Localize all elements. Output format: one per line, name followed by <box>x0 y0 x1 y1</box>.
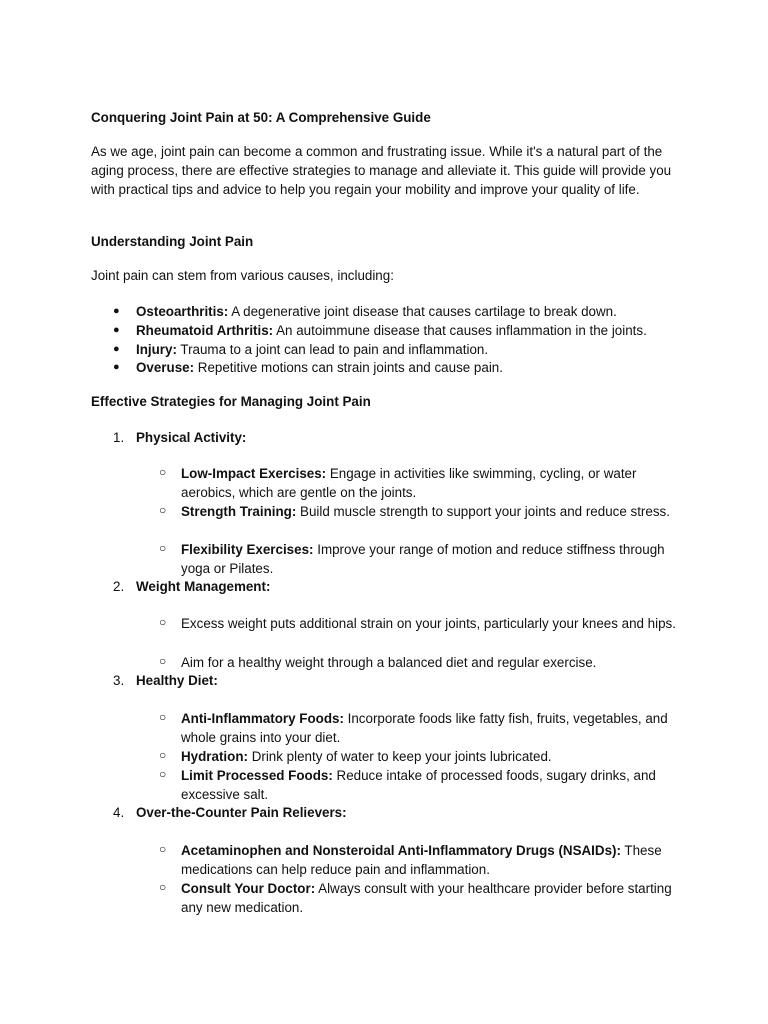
sub-list-item <box>91 614 731 652</box>
list-item <box>91 321 731 340</box>
list-item-term: Rheumatoid Arthritis: <box>136 323 274 338</box>
sub-list-item <box>91 502 731 540</box>
intro-paragraph: As we age, joint pain can become a common and frustrating issue. While it's a natural part of the aging process, there are effective strategies to manage and alleviate it. This guide will provide you with practical tips and advice to help you regain your mobility and improve your quality of life. <box>91 144 672 197</box>
bullet-glyph: ● <box>113 324 120 336</box>
list-item-text: Trauma to a joint can lead to pain and inflammation. <box>176 342 489 357</box>
sub-item-term: Anti-Inflammatory Foods: <box>181 711 344 726</box>
sub-list-item <box>91 879 731 917</box>
sub-bullet-glyph: ○ <box>159 842 167 856</box>
sub-bullet-glyph: ○ <box>159 541 167 555</box>
item-number: 4. <box>113 805 125 820</box>
numbered-item <box>91 803 731 822</box>
sub-list-item <box>91 653 731 672</box>
section-heading-strategies: Effective Strategies for Managing Joint Pain <box>91 394 371 409</box>
item-label: Over-the-Counter Pain Relievers: <box>136 805 347 820</box>
list-item-term: Osteoarthritis: <box>136 304 229 319</box>
sub-item-term: Acetaminophen and Nonsteroidal Anti-Inflammatory Drugs (NSAIDs): <box>181 843 621 858</box>
sub-list-item <box>91 464 731 502</box>
sub-item-term: Low-Impact Exercises: <box>181 466 327 481</box>
sub-item-term: Limit Processed Foods: <box>181 768 333 783</box>
sub-bullet-glyph: ○ <box>159 710 167 724</box>
list-item <box>91 340 731 359</box>
sub-item-text: Engage in activities like swimming, cycling, or water aerobics, which are gentle on the joints. <box>181 466 637 500</box>
list-item-term: Injury: <box>136 342 177 357</box>
item-label: Weight Management: <box>136 579 271 594</box>
sub-list-item <box>91 841 731 879</box>
sub-bullet-glyph: ○ <box>159 503 167 517</box>
sub-bullet-glyph: ○ <box>159 748 167 762</box>
sub-item-text: Drink plenty of water to keep your joints lubricated. <box>247 749 552 764</box>
numbered-item <box>91 577 731 596</box>
sub-item-text: Aim for a healthy weight through a balanced diet and regular exercise. <box>181 655 597 670</box>
sub-item-text: Build muscle strength to support your joints and reduce stress. <box>296 504 670 519</box>
item-label: Physical Activity: <box>136 430 247 445</box>
list-item-text: Repetitive motions can strain joints and cause pain. <box>194 360 503 375</box>
section-heading-understanding: Understanding Joint Pain <box>91 234 254 249</box>
bullet-glyph: ● <box>113 305 120 317</box>
sub-item-text: Improve your range of motion and reduce stiffness through yoga or Pilates. <box>181 542 665 576</box>
list-item <box>91 302 731 321</box>
sub-list-item <box>91 747 731 766</box>
item-number: 1. <box>113 430 125 445</box>
sub-item-term: Consult Your Doctor: <box>181 881 316 896</box>
list-item <box>91 358 731 377</box>
item-number: 3. <box>113 673 125 688</box>
sub-list-item <box>91 540 731 578</box>
sub-item-text: Always consult with your healthcare provider before starting any new medication. <box>181 881 672 915</box>
item-number: 2. <box>113 579 125 594</box>
list-item-text: A degenerative joint disease that causes cartilage to break down. <box>228 304 617 319</box>
section-lead: Joint pain can stem from various causes, including: <box>91 268 394 283</box>
bullet-glyph: ● <box>113 343 120 355</box>
sub-bullet-glyph: ○ <box>159 615 167 629</box>
document-title: Conquering Joint Pain at 50: A Comprehensive Guide <box>91 110 431 125</box>
sub-item-term: Strength Training: <box>181 504 297 519</box>
numbered-item <box>91 428 731 447</box>
sub-item-text: Excess weight puts additional strain on your joints, particularly your knees and hips. <box>181 616 676 631</box>
sub-item-text: Reduce intake of processed foods, sugary drinks, and excessive salt. <box>181 768 656 802</box>
item-label: Healthy Diet: <box>136 673 218 688</box>
bullet-glyph: ● <box>113 361 120 373</box>
sub-item-term: Hydration: <box>181 749 248 764</box>
sub-list-item <box>91 709 731 747</box>
sub-item-text: Incorporate foods like fatty fish, fruits, vegetables, and whole grains into your diet. <box>181 711 668 745</box>
sub-list-item <box>91 766 731 804</box>
sub-item-term: Flexibility Exercises: <box>181 542 314 557</box>
list-item-term: Overuse: <box>136 360 195 375</box>
sub-item-text: These medications can help reduce pain and inflammation. <box>181 843 662 877</box>
sub-bullet-glyph: ○ <box>159 880 167 894</box>
sub-bullet-glyph: ○ <box>159 654 167 668</box>
list-item-text: An autoimmune disease that causes inflammation in the joints. <box>273 323 647 338</box>
sub-bullet-glyph: ○ <box>159 465 167 479</box>
sub-bullet-glyph: ○ <box>159 767 167 781</box>
numbered-item <box>91 671 731 690</box>
